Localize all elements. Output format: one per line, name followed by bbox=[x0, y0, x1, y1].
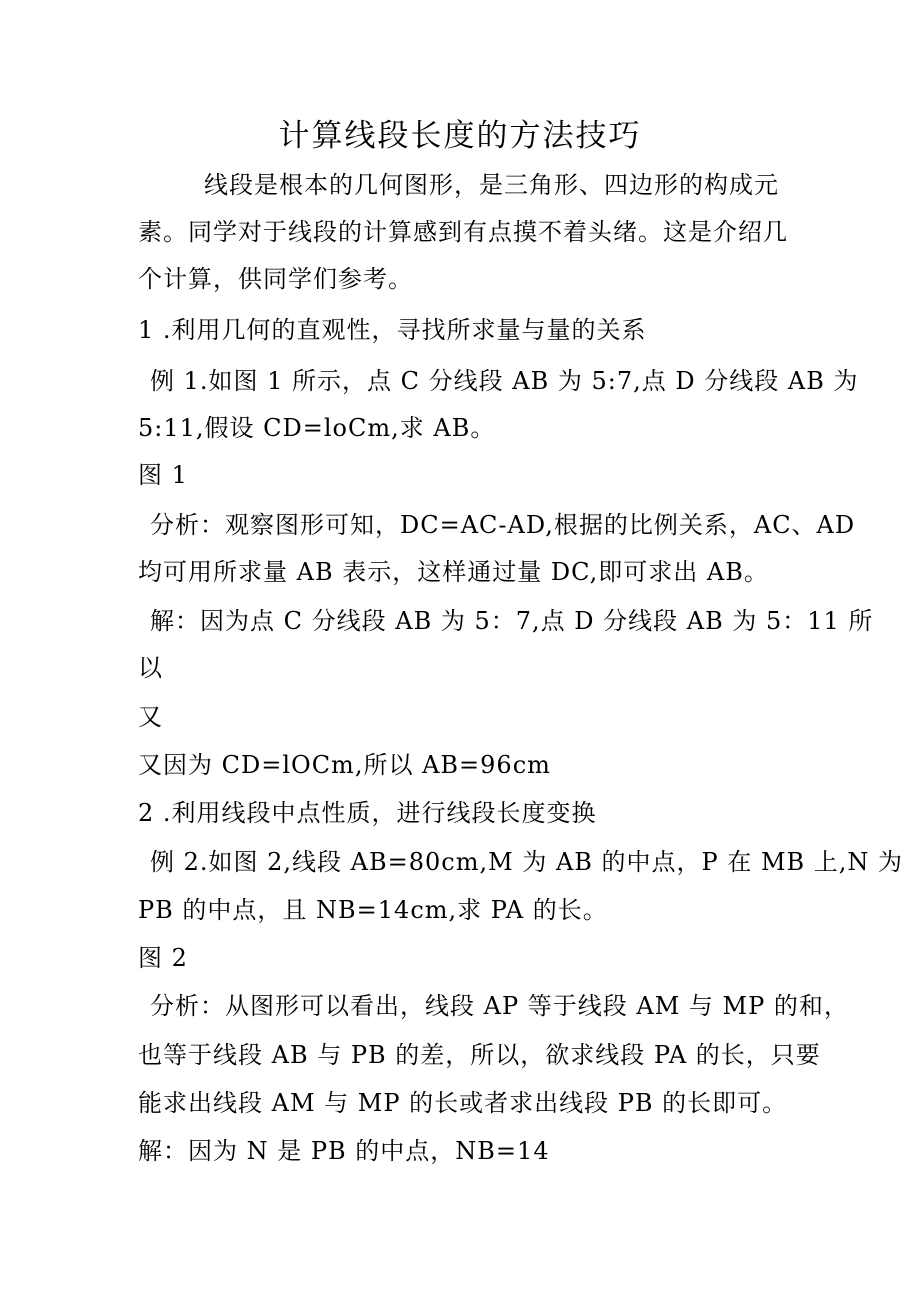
example-1-line: 5:11,假设 CD=loCm,求 AB。 bbox=[138, 414, 496, 442]
page-title: 计算线段长度的方法技巧 bbox=[278, 118, 642, 154]
solution-1-line: 又 bbox=[138, 703, 163, 731]
example-1-line: 例 1.如图 1 所示，点 C 分线段 AB 为 5:7,点 D 分线段 AB 为 bbox=[150, 367, 859, 395]
solution-1-line: 解：因为点 C 分线段 AB 为 5：7,点 D 分线段 AB 为 5：11 所 bbox=[150, 607, 874, 635]
solution-1-line: 以 bbox=[138, 654, 163, 682]
analysis-1-line: 均可用所求量 AB 表示，这样通过量 DC,即可求出 AB。 bbox=[138, 558, 769, 586]
solution-2-line: 解：因为 N 是 PB 的中点，NB=14 bbox=[138, 1137, 550, 1165]
figure-1-label: 图 1 bbox=[138, 461, 188, 489]
figure-2-label: 图 2 bbox=[138, 944, 188, 972]
example-2-line: PB 的中点，且 NB=14cm,求 PA 的长。 bbox=[138, 896, 608, 924]
intro-line: 线段是根本的几何图形，是三角形、四边形的构成元 bbox=[204, 171, 779, 199]
analysis-2-line: 也等于线段 AB 与 PB 的差，所以，欲求线段 PA 的长，只要 bbox=[138, 1041, 821, 1069]
intro-line: 素。同学对于线段的计算感到有点摸不着头绪。这是介绍几 bbox=[138, 218, 788, 246]
analysis-2-line: 分析：从图形可以看出，线段 AP 等于线段 AM 与 MP 的和， bbox=[150, 992, 849, 1020]
analysis-1-line: 分析：观察图形可知，DC=AC-AD,根据的比例关系，AC、AD bbox=[150, 511, 856, 539]
section-2-heading: 2 .利用线段中点性质，进行线段长度变换 bbox=[138, 799, 597, 827]
analysis-2-line: 能求出线段 AM 与 MP 的长或者求出线段 PB 的长即可。 bbox=[138, 1089, 788, 1117]
section-1-heading: 1 .利用几何的直观性，寻找所求量与量的关系 bbox=[138, 316, 647, 344]
example-2-line: 例 2.如图 2,线段 AB=80cm,M 为 AB 的中点，P 在 MB 上,N 为 bbox=[150, 848, 904, 876]
solution-1-line: 又因为 CD=lOCm,所以 AB=96cm bbox=[138, 751, 551, 779]
intro-line: 个计算，供同学们参考。 bbox=[138, 265, 413, 293]
